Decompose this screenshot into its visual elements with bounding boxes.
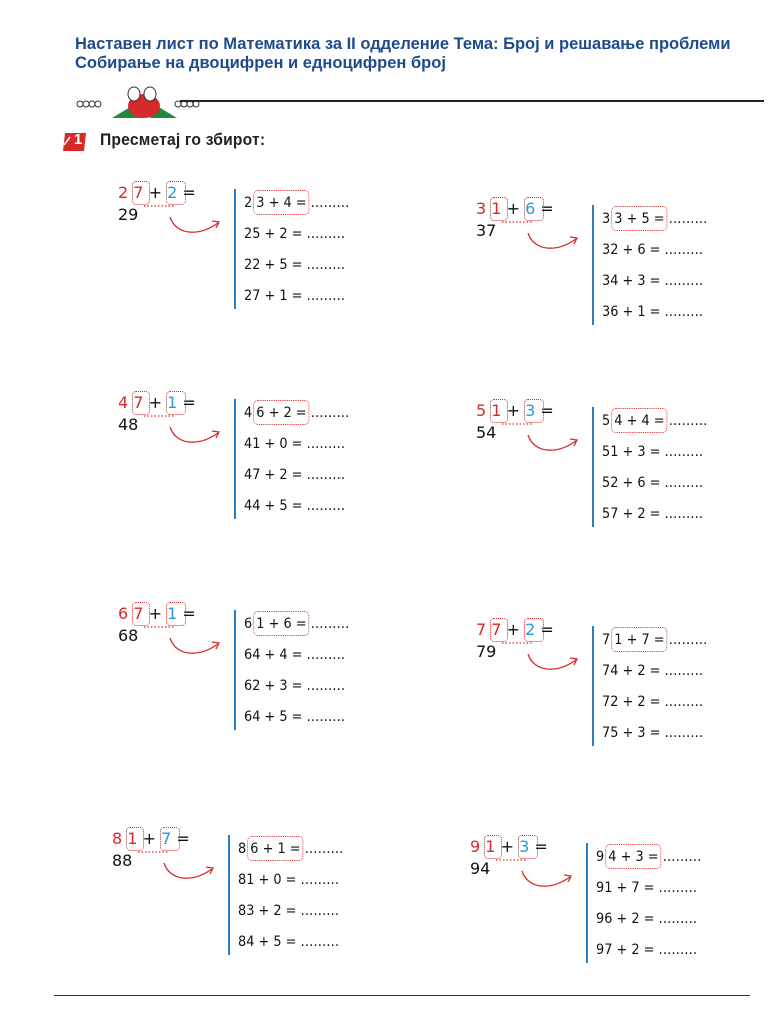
equals-sign: =	[182, 604, 196, 623]
problem-text: 44 + 5 = ………	[244, 498, 346, 514]
dotted-connector-icon	[144, 626, 174, 628]
curved-arrow-icon	[168, 634, 228, 660]
problem-text: 27 + 1 = ………	[244, 288, 346, 304]
ones-sum-highlight-box	[612, 627, 668, 652]
example-result: 48	[118, 415, 139, 434]
example-ones-digit: 7	[133, 604, 144, 623]
problem-ones-digit: 4	[614, 413, 623, 429]
problem-text: 91 + 7 = ………	[596, 880, 698, 896]
problem-item	[244, 257, 345, 273]
problem-item	[244, 678, 345, 694]
problem-text: 47 + 2 = ………	[244, 467, 346, 483]
exercise-block	[470, 837, 730, 977]
example-tens-digit: 6	[118, 604, 129, 623]
header-divider	[180, 100, 764, 102]
problem-text: 84 + 5 = ………	[238, 934, 340, 950]
worked-example	[476, 620, 586, 690]
equals-sign: =	[540, 620, 554, 639]
problem-item	[244, 467, 345, 483]
example-tens-digit: 9	[470, 837, 481, 856]
plus-sign: +	[148, 393, 162, 412]
example-result: 68	[118, 626, 139, 645]
problem-item	[602, 475, 703, 491]
dotted-connector-icon	[144, 415, 174, 417]
divider-line	[228, 835, 230, 955]
ones-sum-highlight-box	[254, 400, 310, 425]
problem-tens-digit: 9	[596, 849, 605, 865]
answer-blank: ………	[662, 849, 702, 865]
problem-ones-digit: 3	[256, 195, 265, 211]
addend-highlight-box	[166, 181, 186, 205]
problem-ones-digit: 6	[256, 405, 265, 421]
problem-item	[244, 405, 349, 421]
problem-item	[602, 211, 707, 227]
example-ones-digit: 1	[485, 837, 496, 856]
problem-text: 34 + 3 = ………	[602, 273, 704, 289]
problem-tens-digit: 5	[602, 413, 611, 429]
problem-item	[596, 880, 697, 896]
equals-sign: =	[540, 199, 554, 218]
problem-operation: + 5 =	[626, 211, 665, 227]
ones-highlight-box	[132, 602, 150, 626]
problem-text: 41 + 0 = ………	[244, 436, 346, 452]
problem-text: 74 + 2 = ………	[602, 663, 704, 679]
worked-example	[470, 837, 580, 907]
section-title: Пресметај го збирот:	[100, 130, 266, 149]
problem-tens-digit: 7	[602, 632, 611, 648]
problem-operation: + 4 =	[626, 413, 665, 429]
example-ones-digit: 1	[491, 401, 502, 420]
problem-item	[602, 725, 703, 741]
example-result: 94	[470, 859, 491, 878]
problem-text: 75 + 3 = ………	[602, 725, 704, 741]
problem-text: 51 + 3 = ………	[602, 444, 704, 460]
ones-sum-highlight-box	[606, 844, 662, 869]
title-line-1: Наставен лист по Математика за II одделение Тема: Број и решавање проблеми	[75, 35, 731, 53]
plus-sign: +	[500, 837, 514, 856]
curved-arrow-icon	[168, 423, 228, 449]
addend-highlight-box	[166, 391, 186, 415]
curved-arrow-icon	[526, 431, 586, 457]
section-number: 1	[73, 131, 83, 148]
problem-item	[238, 872, 339, 888]
addend-highlight-box	[518, 835, 538, 859]
problem-text: 64 + 4 = ………	[244, 647, 346, 663]
example-result: 29	[118, 205, 139, 224]
problem-item	[244, 195, 349, 211]
plus-sign: +	[506, 199, 520, 218]
ones-sum-highlight-box	[612, 206, 668, 231]
plus-sign: +	[148, 183, 162, 202]
ones-sum-highlight-box	[254, 190, 310, 215]
example-addend: 3	[525, 401, 536, 420]
exercise-block	[112, 829, 372, 969]
example-ones-digit: 1	[127, 829, 138, 848]
problem-tens-digit: 4	[244, 405, 253, 421]
problem-ones-digit: 6	[250, 841, 259, 857]
dotted-connector-icon	[502, 642, 532, 644]
addend-highlight-box	[524, 618, 544, 642]
answer-blank: ………	[668, 211, 708, 227]
exercise-block	[118, 393, 378, 533]
highlighted-ones-sum	[256, 616, 306, 632]
dotted-connector-icon	[502, 221, 532, 223]
example-addend: 7	[161, 829, 172, 848]
worksheet-title	[75, 35, 735, 73]
problem-text: 36 + 1 = ………	[602, 304, 704, 320]
example-addend: 1	[167, 604, 178, 623]
problem-ones-digit: 3	[614, 211, 623, 227]
problem-tens-digit: 6	[244, 616, 253, 632]
divider-line	[592, 205, 594, 325]
plus-sign: +	[506, 401, 520, 420]
addend-highlight-box	[524, 399, 544, 423]
problem-text: 62 + 3 = ………	[244, 678, 346, 694]
problem-item	[602, 694, 703, 710]
example-addend: 6	[525, 199, 536, 218]
highlighted-ones-sum	[614, 211, 664, 227]
problem-operation: + 4 =	[268, 195, 307, 211]
example-result: 54	[476, 423, 497, 442]
problem-tens-digit: 8	[238, 841, 247, 857]
problem-ones-digit: 1	[256, 616, 265, 632]
dotted-connector-icon	[502, 423, 532, 425]
answer-blank: ………	[668, 632, 708, 648]
problem-tens-digit: 3	[602, 211, 611, 227]
ones-sum-highlight-box	[248, 836, 304, 861]
ones-highlight-box	[132, 181, 150, 205]
divider-line	[592, 626, 594, 746]
problem-item	[244, 709, 345, 725]
problem-item	[602, 663, 703, 679]
problem-item	[596, 911, 697, 927]
example-tens-digit: 3	[476, 199, 487, 218]
ones-highlight-box	[126, 827, 144, 851]
problem-operation: + 7 =	[626, 632, 665, 648]
highlighted-ones-sum	[256, 405, 306, 421]
example-tens-digit: 4	[118, 393, 129, 412]
equals-sign: =	[182, 183, 196, 202]
divider-line	[234, 189, 236, 309]
example-ones-digit: 7	[133, 183, 144, 202]
divider-line	[234, 399, 236, 519]
highlighted-ones-sum	[608, 849, 658, 865]
worked-example	[118, 183, 228, 253]
divider-line	[234, 610, 236, 730]
problem-item	[244, 647, 345, 663]
problem-text: 64 + 5 = ………	[244, 709, 346, 725]
addend-highlight-box	[166, 602, 186, 626]
example-tens-digit: 5	[476, 401, 487, 420]
plus-sign: +	[142, 829, 156, 848]
problem-operation: + 1 =	[262, 841, 301, 857]
exercise-block	[118, 604, 378, 744]
dotted-connector-icon	[496, 859, 526, 861]
ones-highlight-box	[490, 197, 508, 221]
problem-item	[244, 616, 349, 632]
equals-sign: =	[182, 393, 196, 412]
example-addend: 1	[167, 393, 178, 412]
problem-text: 97 + 2 = ………	[596, 942, 698, 958]
problem-item	[602, 506, 703, 522]
problem-text: 25 + 2 = ………	[244, 226, 346, 242]
worked-example	[112, 829, 222, 899]
answer-blank: ………	[310, 616, 350, 632]
example-tens-digit: 7	[476, 620, 487, 639]
divider-line	[592, 407, 594, 527]
problem-item	[602, 413, 707, 429]
example-tens-digit: 2	[118, 183, 129, 202]
ones-highlight-box	[484, 835, 502, 859]
highlighted-ones-sum	[256, 195, 306, 211]
answer-blank: ………	[310, 195, 350, 211]
example-result: 88	[112, 851, 133, 870]
curved-arrow-icon	[162, 859, 222, 885]
problem-text: 96 + 2 = ………	[596, 911, 698, 927]
problem-item	[602, 444, 703, 460]
curved-arrow-icon	[168, 213, 228, 239]
example-result: 37	[476, 221, 497, 240]
dotted-connector-icon	[138, 851, 168, 853]
problem-item	[238, 903, 339, 919]
problem-text: 81 + 0 = ………	[238, 872, 340, 888]
problem-text: 83 + 2 = ………	[238, 903, 340, 919]
worked-example	[476, 199, 586, 269]
problem-operation: + 2 =	[268, 405, 307, 421]
ones-sum-highlight-box	[254, 611, 310, 636]
problem-item	[602, 242, 703, 258]
exercise-block	[476, 199, 736, 339]
problem-item	[244, 436, 345, 452]
ones-highlight-box	[490, 399, 508, 423]
problem-item	[244, 498, 345, 514]
problem-item	[238, 934, 339, 950]
exercise-block	[476, 401, 736, 541]
example-ones-digit: 7	[491, 620, 502, 639]
problem-item	[596, 942, 697, 958]
problem-tens-digit: 2	[244, 195, 253, 211]
problem-item	[602, 273, 703, 289]
footer-divider	[54, 995, 750, 996]
worked-example	[476, 401, 586, 471]
worked-example	[118, 604, 228, 674]
problem-text: 72 + 2 = ………	[602, 694, 704, 710]
highlighted-ones-sum	[250, 841, 300, 857]
ones-sum-highlight-box	[612, 408, 668, 433]
problem-item	[238, 841, 343, 857]
problem-operation: + 6 =	[268, 616, 307, 632]
example-ones-digit: 7	[133, 393, 144, 412]
title-line-2: Собирање на двоцифрен и едноцифрен број	[75, 54, 446, 72]
problem-item	[244, 226, 345, 242]
highlighted-ones-sum	[614, 413, 664, 429]
ladybug-mascot-icon	[72, 84, 202, 118]
problem-item	[244, 288, 345, 304]
example-result: 79	[476, 642, 497, 661]
plus-sign: +	[506, 620, 520, 639]
dotted-connector-icon	[144, 205, 174, 207]
plus-sign: +	[148, 604, 162, 623]
problem-ones-digit: 4	[608, 849, 617, 865]
curved-arrow-icon	[520, 867, 580, 893]
problem-text: 22 + 5 = ………	[244, 257, 346, 273]
problem-item	[602, 632, 707, 648]
equals-sign: =	[534, 837, 548, 856]
problem-item	[602, 304, 703, 320]
problem-ones-digit: 1	[614, 632, 623, 648]
answer-blank: ………	[668, 413, 708, 429]
example-addend: 2	[525, 620, 536, 639]
answer-blank: ………	[304, 841, 344, 857]
addend-highlight-box	[160, 827, 180, 851]
equals-sign: =	[176, 829, 190, 848]
ones-highlight-box	[132, 391, 150, 415]
exercise-block	[118, 183, 378, 323]
problem-text: 52 + 6 = ………	[602, 475, 704, 491]
ones-highlight-box	[490, 618, 508, 642]
equals-sign: =	[540, 401, 554, 420]
example-tens-digit: 8	[112, 829, 123, 848]
highlighted-ones-sum	[614, 632, 664, 648]
addend-highlight-box	[524, 197, 544, 221]
curved-arrow-icon	[526, 650, 586, 676]
example-addend: 3	[519, 837, 530, 856]
exercise-block	[476, 620, 736, 760]
worked-example	[118, 393, 228, 463]
problem-text: 32 + 6 = ………	[602, 242, 704, 258]
problem-operation: + 3 =	[620, 849, 659, 865]
answer-blank: ………	[310, 405, 350, 421]
curved-arrow-icon	[526, 229, 586, 255]
example-addend: 2	[167, 183, 178, 202]
example-ones-digit: 1	[491, 199, 502, 218]
problem-text: 57 + 2 = ………	[602, 506, 704, 522]
divider-line	[586, 843, 588, 963]
problem-item	[596, 849, 701, 865]
